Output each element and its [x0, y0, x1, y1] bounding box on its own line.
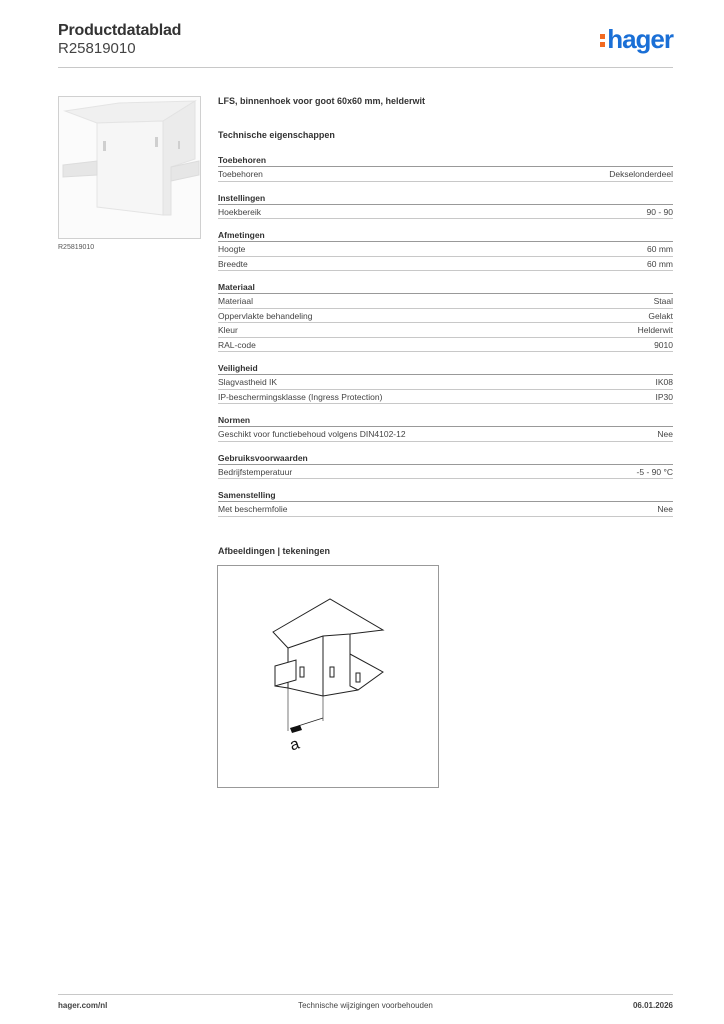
spec-row — [218, 167, 673, 182]
footer-disclaimer: Technische wijzigingen voorbehouden — [298, 1001, 433, 1010]
spec-row — [218, 390, 673, 405]
spec-row — [218, 427, 673, 442]
spec-row — [218, 465, 673, 480]
product-title: LFS, binnenhoek voor goot 60x60 mm, helderwit — [218, 96, 426, 106]
technical-drawing — [217, 565, 439, 788]
spec-label: Oppervlakte behandeling — [218, 310, 313, 321]
page-header — [58, 20, 673, 68]
spec-label: Toebehoren — [218, 169, 263, 179]
section-title: Afmetingen — [218, 229, 673, 242]
spec-label: Materiaal — [218, 296, 253, 306]
hager-logo — [600, 26, 673, 52]
spec-row — [218, 242, 673, 257]
spec-label: IP-beschermingsklasse (Ingress Protection) — [218, 391, 383, 402]
spec-label: Met beschermfolie — [218, 504, 288, 514]
spec-value: Dekselonderdeel — [609, 169, 673, 179]
corner-drawing-icon — [218, 566, 440, 789]
spec-value: IK08 — [655, 377, 673, 387]
spec-content — [218, 96, 673, 527]
tech-properties-heading: Technische eigenschappen — [218, 130, 335, 140]
spec-value: Nee — [657, 429, 673, 439]
spec-row — [218, 257, 673, 272]
footer-date: 06.01.2026 — [632, 1001, 673, 1010]
spec-value: 9010 — [654, 339, 673, 350]
spec-section — [218, 414, 673, 442]
spec-section — [218, 281, 673, 352]
spec-row — [218, 502, 673, 517]
spec-value: 60 mm — [647, 258, 673, 269]
spec-label: Bedrijfstemperatuur — [218, 466, 293, 477]
drawings-heading: Afbeeldingen | tekeningen — [218, 546, 331, 556]
document-reference: R25819010 — [58, 40, 136, 57]
section-title: Toebehoren — [218, 154, 673, 167]
spec-row — [218, 205, 673, 220]
spec-label: Geschikt voor functiebehoud volgens DIN4102-12 — [218, 429, 406, 439]
page-footer — [58, 994, 673, 1014]
spec-section — [218, 154, 673, 182]
spec-label: Breedte — [218, 258, 248, 269]
logo-dots-icon — [600, 34, 605, 47]
spec-section — [218, 229, 673, 271]
spec-section — [218, 192, 673, 220]
spec-row — [218, 294, 673, 309]
logo-text: hager — [607, 24, 673, 54]
spec-label: Kleur — [218, 325, 238, 335]
spec-value: Nee — [657, 504, 673, 514]
spec-section — [218, 362, 673, 404]
spec-value: -5 - 90 °C — [636, 466, 673, 477]
spec-row — [218, 323, 673, 338]
thumbnail-caption: R25819010 — [58, 244, 95, 251]
spec-row — [218, 375, 673, 390]
dimension-label: a — [287, 735, 302, 755]
product-thumbnail — [58, 96, 201, 239]
spec-row — [218, 338, 673, 353]
spec-value: 90 - 90 — [646, 206, 673, 217]
spec-section — [218, 452, 673, 480]
spec-label: RAL-code — [218, 339, 256, 350]
section-title: Normen — [218, 414, 673, 427]
section-title: Samenstelling — [218, 489, 673, 502]
product-photo-icon — [59, 97, 201, 239]
section-title: Materiaal — [218, 281, 673, 294]
section-title: Gebruiksvoorwaarden — [218, 452, 673, 465]
section-title: Instellingen — [218, 192, 673, 205]
spec-sections — [218, 154, 673, 517]
spec-value: IP30 — [655, 391, 673, 402]
spec-row — [218, 309, 673, 324]
document-title: Productdatablad — [58, 22, 182, 39]
footer-website-link[interactable]: hager.com/nl — [58, 1001, 108, 1010]
spec-value: Gelakt — [648, 310, 673, 321]
spec-label: Hoekbereik — [218, 206, 261, 217]
section-title: Veiligheid — [218, 362, 673, 375]
spec-section — [218, 489, 673, 517]
spec-value: 60 mm — [647, 244, 673, 254]
spec-value: Helderwit — [637, 325, 673, 335]
spec-label: Slagvastheid IK — [218, 377, 278, 387]
spec-value: Staal — [653, 296, 673, 306]
spec-label: Hoogte — [218, 244, 246, 254]
